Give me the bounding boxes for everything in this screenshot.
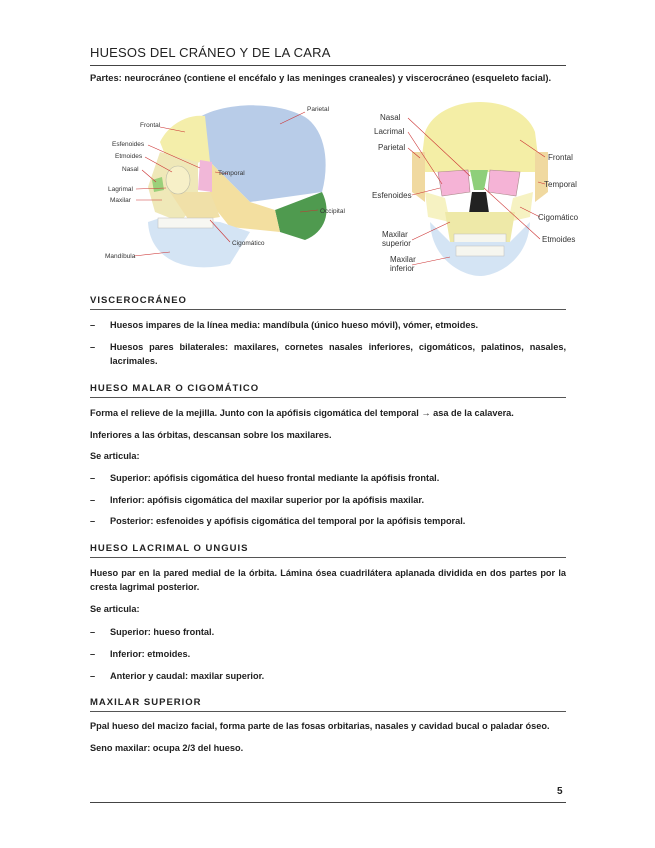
bullet-dash: – (90, 495, 96, 505)
teeth (158, 218, 213, 228)
page-header-title: HUESOS DEL CRÁNEO Y DE LA CARA (90, 45, 331, 60)
orbit (166, 166, 190, 194)
list-item-text: Superior: apófisis cigomática del hueso frontal mediante la apófisis frontal. (110, 473, 440, 483)
section-maxilar-superior (90, 697, 566, 712)
frontal-bone-front (420, 102, 540, 172)
section-title: VISCEROCRÁNEO (90, 295, 187, 306)
nasal-front (470, 170, 488, 190)
label-lacrimal-front: Lacrimal (374, 127, 405, 136)
bullet-dash: – (90, 649, 96, 659)
label-lagrimal: Lagrimal (108, 186, 133, 193)
bullet-dash: – (90, 473, 96, 483)
label-temporal: Temporal (218, 170, 245, 177)
list-item-text: Anterior y caudal: maxilar superior. (110, 671, 265, 681)
frontal-skull-figure (370, 92, 585, 284)
label-frontal: Frontal (140, 122, 161, 129)
paragraph: Forma el relieve de la mejilla. Junto con la apófisis cigomática del temporal → asa de la calavera. (90, 408, 514, 418)
list-item (90, 669, 566, 683)
paragraph: Inferiores a las órbitas, descansan sobre los maxilares. (90, 430, 332, 440)
lateral-skull-figure (100, 92, 360, 284)
section-title: MAXILAR SUPERIOR (90, 697, 202, 708)
temporal-right (535, 152, 548, 202)
list-item-text: Huesos impares de la línea media: mandíbula (único hueso móvil), vómer, etmoides. (110, 320, 479, 330)
list-item-text: Inferior: etmoides. (110, 649, 191, 659)
paragraph: Se articula: (90, 451, 140, 461)
label-maxilar: Maxilar (110, 197, 131, 204)
bullet-dash: – (90, 516, 96, 526)
sphenoid-bone (198, 160, 212, 192)
paragraph: Ppal hueso del macizo facial, forma parte de las fosas orbitarias, nasales y cavidad bucal o paladar óseo. (90, 721, 550, 731)
list-item (90, 318, 566, 332)
label-occipital: Occipital (320, 208, 345, 215)
list-item (90, 625, 566, 639)
label-esfenoides-front: Esfenoides (372, 191, 412, 200)
bullet-dash: – (90, 320, 96, 330)
paragraph: Hueso par en la pared medial de la órbita. Lámina ósea cuadrilátera aplanada dividida en dos partes por la cresta lagrimal posterior. (90, 568, 566, 592)
label-maxilar-superior-1: Maxilar (382, 230, 408, 239)
section-divider (90, 711, 566, 712)
list-item (90, 471, 566, 485)
section-lacrimal (90, 543, 566, 558)
label-parietal: Parietal (307, 106, 330, 113)
section-title: HUESO LACRIMAL O UNGUIS (90, 543, 249, 554)
section-malar (90, 383, 566, 398)
footer-divider (90, 802, 566, 803)
list-item (90, 493, 566, 507)
list-item (90, 647, 566, 661)
section-viscerocraneo (90, 295, 566, 310)
section-title: HUESO MALAR O CIGOMÁTICO (90, 383, 260, 394)
label-maxilar-inferior-2: inferior (390, 264, 415, 273)
paragraph: Se articula: (90, 604, 140, 614)
label-etmoides-front: Etmoides (542, 235, 576, 244)
paragraph: Seno maxilar: ocupa 2/3 del hueso. (90, 743, 244, 753)
label-nasal-front: Nasal (380, 113, 401, 122)
bullet-dash: – (90, 671, 96, 681)
bullet-dash: – (90, 627, 96, 637)
label-parietal-front: Parietal (378, 143, 406, 152)
label-cigomatico: Cigomático (232, 240, 265, 247)
intro-paragraph: Partes: neurocráneo (contiene el encéfalo y las meninges craneales) y viscerocráneo (esqueleto facial). (90, 72, 552, 83)
teeth-lower (456, 246, 504, 256)
list-item-text: Huesos pares bilaterales: maxilares, cornetes nasales inferiores, cigomáticos, palatinos, nasales, lacrimales. (110, 342, 566, 366)
bullet-dash: – (90, 342, 96, 352)
occipital-bone (275, 192, 327, 240)
label-cigomatico-front: Cigomático (538, 213, 579, 222)
label-frontal-front: Frontal (548, 153, 573, 162)
section-divider (90, 397, 566, 398)
section-divider (90, 309, 566, 310)
orbit-right (488, 170, 520, 196)
list-item (90, 340, 566, 368)
section-divider (90, 557, 566, 558)
page-number: 5 (557, 786, 563, 797)
list-item-text: Inferior: apófisis cigomática del maxilar superior por la apófisis maxilar. (110, 495, 425, 505)
orbit-left (438, 170, 470, 196)
label-temporal-front: Temporal (544, 180, 577, 189)
header-divider (90, 65, 566, 66)
label-esfenoides: Esfenoides (112, 141, 145, 148)
list-item (90, 514, 566, 528)
label-maxilar-inferior-1: Maxilar (390, 255, 416, 264)
label-etmoides: Etmoides (115, 153, 143, 160)
label-nasal: Nasal (122, 166, 139, 173)
label-maxilar-superior-2: superior (382, 239, 411, 248)
list-item-text: Superior: hueso frontal. (110, 627, 215, 637)
label-mandibula: Mandíbula (105, 253, 136, 260)
list-item-text: Posterior: esfenoides y apófisis cigomática del temporal por la apófisis temporal. (110, 516, 466, 526)
